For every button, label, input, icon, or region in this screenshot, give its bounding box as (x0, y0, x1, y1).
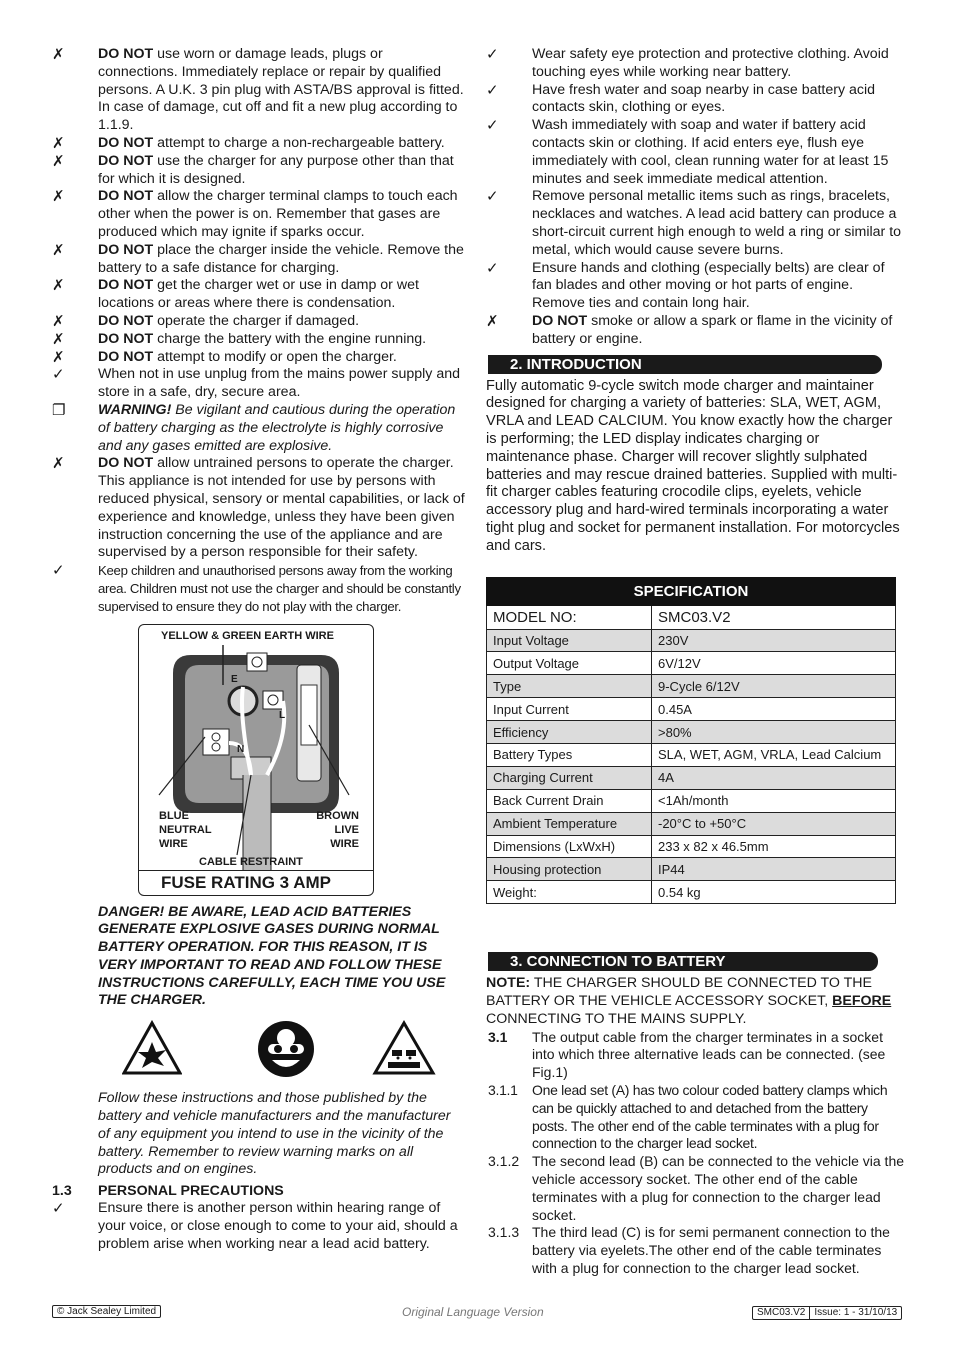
item-text: Ensure there is another person within hearing range of your voice, or close enough to come to your aid, should a problem arise when working near a lead acid battery. (98, 1200, 458, 1252)
warning-box-icon: ❐ (52, 400, 66, 419)
item-text: When not in use unplug from the mains power supply and store in a safe, dry, secure area. (98, 366, 460, 401)
check-icon: ✓ (486, 80, 499, 99)
precaution-item (52, 562, 466, 615)
connection-step (486, 1029, 904, 1082)
spec-label: Battery Types (487, 743, 652, 766)
spec-value: 9-Cycle 6/12V (652, 675, 896, 698)
precaution-item (52, 46, 466, 135)
step-text: The second lead (B) can be connected to the vehicle via the vehicle accessory socket. The other end of the cable terminates with a plug for connection to the charger lead socket. (532, 1153, 905, 1223)
right-column (486, 46, 904, 1278)
spec-value: 0.54 kg (652, 881, 896, 904)
spec-value: SLA, WET, AGM, VRLA, Lead Calcium (652, 743, 896, 766)
item-text: Wear safety eye protection and protective clothing. Avoid touching eyes while working near battery. (532, 46, 889, 80)
spec-label: Ambient Temperature (487, 812, 652, 835)
step-text: The output cable from the charger terminates in a socket into which three alternative leads can be connected. (see Fig.1) (532, 1028, 886, 1081)
spec-row (487, 629, 896, 652)
copyright-box: © Jack Sealey Limited (52, 1305, 161, 1318)
eye-protection-icon (256, 1020, 316, 1078)
spec-value: 230V (652, 629, 896, 652)
model-value: SMC03.V2 (652, 605, 896, 629)
check-icon: ✓ (52, 1199, 65, 1218)
spec-value: <1Ah/month (652, 789, 896, 812)
cross-icon: ✗ (52, 240, 65, 259)
footer-model: SMC03.V2 (752, 1306, 810, 1320)
blue-neutral-label: BLUE NEUTRAL WIRE (159, 809, 212, 850)
step-number: 3.1.2 (488, 1153, 520, 1170)
spec-label: Type (487, 675, 652, 698)
precaution-item (52, 455, 466, 562)
spec-label: Charging Current (487, 766, 652, 789)
cross-icon: ✗ (52, 347, 65, 366)
left-precautions-list (52, 46, 466, 616)
cross-icon: ✗ (52, 276, 65, 295)
cross-icon: ✗ (52, 187, 65, 206)
spec-label: Output Voltage (487, 652, 652, 675)
spec-row (487, 698, 896, 721)
cable-restraint-label: CABLE RESTRAINT (199, 855, 303, 868)
spec-row (487, 812, 896, 835)
check-icon: ✓ (486, 116, 499, 135)
model-label: MODEL NO: (487, 605, 652, 629)
item-text: attempt to charge a non-rechargeable battery. (153, 134, 445, 151)
precaution-item (52, 349, 466, 367)
note-before: BEFORE (832, 993, 892, 1009)
danger-warning: DANGER! BE AWARE, LEAD ACID BATTERIES GENERATE EXPLOSIVE GASES DURING NORMAL BATTERY OPERATION. FOR THIS REASON, IT IS VERY IMPORTANT TO READ AND FOLLOW THESE INSTRUCTIONS CAREFULLY, EACH TIME YOU USE THE CHARGER. (98, 903, 446, 1009)
specification-heading: SPECIFICATION (487, 577, 896, 605)
item-text: allow the charger terminal clamps to touch each other when the power is on. Remember that gases are produced which may ignite if sparks occur. (98, 188, 458, 240)
item-text: use worn or damage leads, plugs or connections. Immediately replace or repair by qualified persons. A U.K. 3 pin plug with ASTA/BS approval is fitted. In case of damage, cut off and fit a new plug according to 1.1.9. (98, 46, 464, 134)
model-row (487, 605, 896, 629)
introduction-heading: 2. INTRODUCTION (488, 355, 882, 374)
explosive-hazard-icon (122, 1020, 182, 1076)
left-column (52, 46, 466, 1254)
item-text: Keep children and unauthorised persons away from the working area. Children must not use the charger and should be constantly supervised to ensure they do not play with the charger. (98, 563, 461, 614)
cross-icon: ✗ (486, 311, 499, 330)
precaution-item (52, 402, 466, 455)
item-text: Ensure hands and clothing (especially belts) are clear of fan blades and other moving or hot parts of engine. Remove ties and contain long hair. (532, 259, 885, 312)
step-number: 3.1.1 (488, 1081, 518, 1098)
item-text: operate the charger if damaged. (153, 312, 360, 329)
check-icon: ✓ (486, 258, 499, 277)
keyword: DO NOT (98, 241, 154, 258)
item-text: Have fresh water and soap nearby in case battery acid contacts skin, clothing or eyes. (532, 81, 876, 116)
note-label: NOTE: (486, 975, 531, 992)
keyword: DO NOT (98, 188, 154, 205)
footer-issue (752, 1306, 902, 1320)
spec-value: 4A (652, 766, 896, 789)
earth-wire-label: YELLOW & GREEN EARTH WIRE (161, 629, 334, 642)
item-text: Wash immediately with soap and water if battery acid contacts skin or clothing. If acid enters eye, flush eye immediately with cool, clean running water for at least 15 minutes and seek immediate medical attention. (532, 117, 889, 187)
item-text: place the charger inside the vehicle. Remove the battery to a safe distance for charging. (98, 241, 464, 276)
keyword: DO NOT (98, 277, 154, 294)
connection-step (486, 1153, 904, 1224)
item-text: attempt to modify or open the charger. (153, 348, 397, 365)
spec-label: Dimensions (LxWxH) (487, 835, 652, 858)
fuse-rating: FUSE RATING 3 AMP (139, 870, 373, 895)
keyword: DO NOT (98, 134, 154, 151)
keyword: DO NOT (98, 348, 154, 365)
specification-table (486, 577, 896, 905)
personal-precaution-item (52, 1200, 466, 1253)
spec-label: Back Current Drain (487, 789, 652, 812)
check-icon: ✓ (486, 187, 499, 206)
spec-value: >80% (652, 721, 896, 744)
introduction-text: Fully automatic 9-cycle switch mode charger and maintainer designed for charging a variety of batteries: SLA, WET, AGM, VRLA and LEAD CALCIUM. You know exactly how the charger is performing; the LED display indicates charging or maintenance phase. Charger will recover slightly sulphated batteries and may rescue drained batteries. Supplied with multi-fit charger cables featuring crocodile clips, eyelets, vehicle accessory plug and hard-wired terminals incorporating a water tight plug and socket for permanent installation. For motorcycles and cars. (486, 377, 900, 554)
footer-copyright (52, 1306, 161, 1318)
right-precautions-list (486, 46, 904, 349)
spec-row (487, 721, 896, 744)
spec-label: Input Voltage (487, 629, 652, 652)
precaution-item (486, 188, 904, 259)
precaution-item (52, 313, 466, 331)
spec-row (487, 789, 896, 812)
spec-value: 233 x 82 x 46.5mm (652, 835, 896, 858)
spec-value: -20°C to +50°C (652, 812, 896, 835)
brown-live-label: BROWN LIVE WIRE (316, 809, 359, 850)
footer-language: Original Language Version (402, 1305, 544, 1319)
spec-value: 6V/12V (652, 652, 896, 675)
spec-row (487, 675, 896, 698)
keyword: DO NOT (98, 455, 154, 472)
spec-row (487, 652, 896, 675)
precaution-item (52, 242, 466, 278)
item-text: Be vigilant and cautious during the operation of battery charging as the electrolyte is highly corrosive and any gases emitted are explosive. (98, 401, 456, 454)
item-text: smoke or allow a spark or flame in the vicinity of battery or engine. (532, 312, 893, 347)
precaution-item (486, 82, 904, 118)
neutral-terminal-label: N (237, 743, 245, 755)
spec-label: Input Current (487, 698, 652, 721)
item-text: get the charger wet or use in damp or wet locations or areas where there is condensation. (98, 277, 419, 312)
item-text: use the charger for any purpose other than that for which it is designed. (98, 152, 454, 187)
precaution-item (52, 153, 466, 189)
cross-icon: ✗ (52, 454, 65, 473)
safety-icons (98, 1020, 466, 1086)
precaution-item (486, 313, 904, 349)
connection-steps (486, 1029, 904, 1278)
earth-terminal-label: E (231, 673, 238, 685)
check-icon: ✓ (52, 561, 65, 580)
connection-step (486, 1082, 904, 1153)
spec-row (487, 766, 896, 789)
precaution-item (52, 277, 466, 313)
connection-note (486, 975, 904, 1028)
spec-label: Weight: (487, 881, 652, 904)
note-text-b: CONNECTING TO THE MAINS SUPPLY. (486, 1010, 747, 1027)
keyword: DO NOT (98, 330, 154, 347)
precaution-item (52, 331, 466, 349)
spec-label: Housing protection (487, 858, 652, 881)
plug-wiring-diagram (138, 624, 374, 896)
precaution-item (52, 188, 466, 241)
spec-row (487, 743, 896, 766)
step-number: 3.1 (488, 1028, 508, 1045)
step-text: The third lead (C) is for semi permanent connection to the battery via eyelets.The other end of the cable terminates with a plug for connection to the charger lead socket. (532, 1224, 890, 1276)
keyword: DO NOT (532, 312, 588, 329)
check-icon: ✓ (52, 365, 65, 384)
precaution-item (52, 366, 466, 402)
cross-icon: ✗ (52, 329, 65, 348)
check-icon: ✓ (486, 45, 499, 63)
connection-heading: 3. CONNECTION TO BATTERY (488, 952, 878, 971)
precaution-item (486, 260, 904, 313)
keyword: WARNING! (98, 401, 172, 418)
spec-row (487, 881, 896, 904)
step-text: One lead set (A) has two colour coded battery clamps which can be quickly attached to and detached from the battery posts. The other end of the cable terminates with a plug for connection to the charger lead socket. (532, 1081, 888, 1152)
section-title: PERSONAL PRECAUTIONS (98, 1183, 284, 1200)
spec-value: 0.45A (652, 698, 896, 721)
personal-precautions-heading (52, 1182, 466, 1200)
cross-icon: ✗ (52, 151, 65, 170)
keyword: DO NOT (98, 152, 154, 169)
item-text: charge the battery with the engine running. (153, 330, 427, 347)
follow-instructions-text: Follow these instructions and those published by the battery and vehicle manufacturers and the manufacturer of any equipment you intend to use in the vicinity of the battery. Remember to review warning marks on all products and on engines. (98, 1090, 451, 1178)
item-text: Remove personal metallic items such as rings, bracelets, necklaces and watches. A lead acid battery can produce a short-circuit current high enough to weld a ring or similar to metal, which would cause severe burns. (532, 188, 902, 258)
precaution-item (52, 135, 466, 153)
precaution-item (486, 46, 904, 82)
precaution-item (486, 117, 904, 188)
cross-icon: ✗ (52, 45, 65, 63)
keyword: DO NOT (98, 46, 154, 62)
spec-value: IP44 (652, 858, 896, 881)
keyword: DO NOT (98, 312, 154, 329)
footer-issue-date: Issue: 1 - 31/10/13 (810, 1306, 902, 1320)
cross-icon: ✗ (52, 133, 65, 152)
spec-label: Efficiency (487, 721, 652, 744)
live-terminal-label: L (279, 709, 286, 721)
connection-step (486, 1224, 904, 1277)
note-text-a: THE CHARGER SHOULD BE CONNECTED TO THE BATTERY OR THE VEHICLE ACCESSORY SOCKET, (486, 975, 873, 1009)
corrosive-hazard-icon (372, 1020, 436, 1076)
step-number: 3.1.3 (488, 1224, 520, 1241)
cross-icon: ✗ (52, 311, 65, 330)
spec-row (487, 858, 896, 881)
section-number: 1.3 (52, 1183, 72, 1200)
spec-row (487, 835, 896, 858)
item-text: allow untrained persons to operate the charger. This appliance is not intended for use by persons with reduced physical, sensory or mental capabilities, or lack of experience and knowledge, unless they have been given instruction concerning the use of the appliance and are supervised by a person responsible for their safety. (98, 455, 465, 561)
